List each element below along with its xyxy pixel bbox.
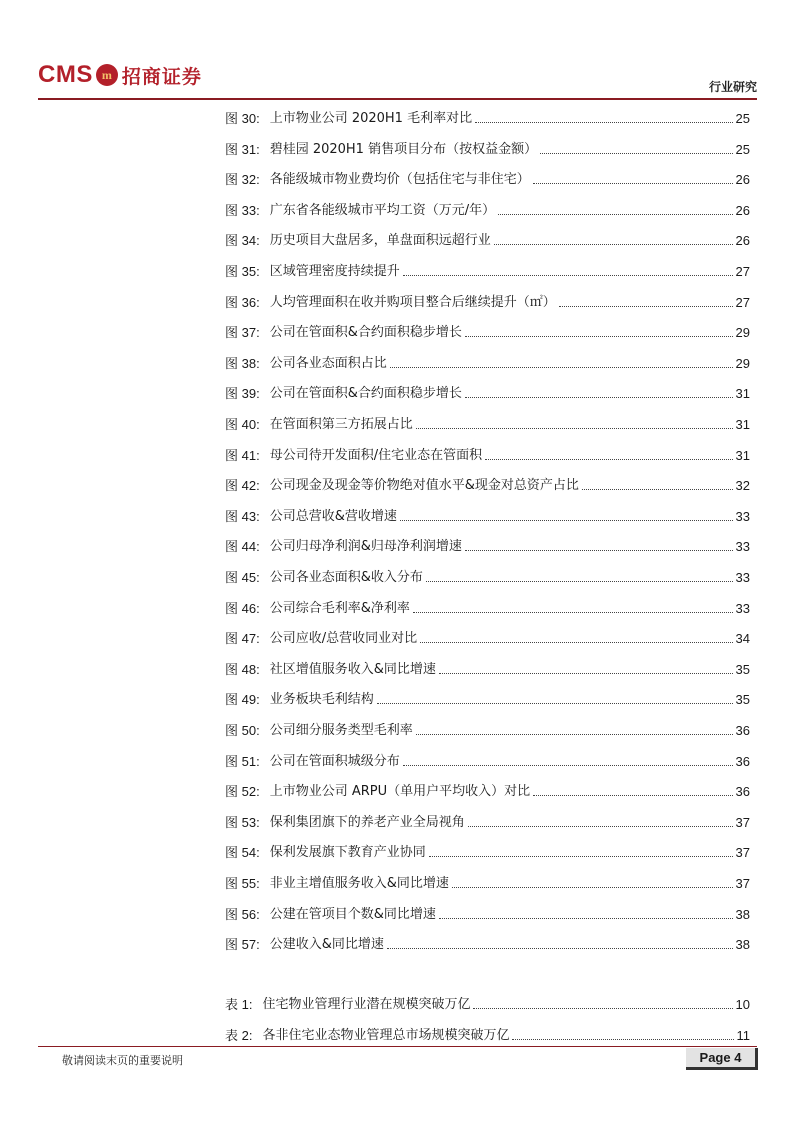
- footer-divider: [38, 1046, 757, 1047]
- dot-leader: [582, 488, 733, 490]
- dot-leader: [403, 274, 733, 276]
- figure-entry-label: 图 37:: [225, 325, 260, 341]
- figure-entry[interactable]: [225, 535, 750, 555]
- figure-entry-page: 29: [735, 355, 750, 371]
- figure-entry-title: 社区增值服务收入&同比增速: [269, 661, 436, 677]
- figure-entry-label: 图 49:: [225, 692, 260, 708]
- table-entry-label: 表 2:: [225, 1027, 253, 1043]
- figure-entry[interactable]: [225, 627, 750, 647]
- figure-entry[interactable]: [225, 658, 750, 678]
- dot-leader: [403, 764, 733, 766]
- figure-entry[interactable]: [225, 872, 750, 892]
- dot-leader: [452, 886, 733, 888]
- figure-entry-label: 图 46:: [225, 600, 260, 616]
- figure-entry-title: 公司在管面积&合约面积稳步增长: [269, 386, 462, 402]
- figure-entry[interactable]: [225, 229, 750, 249]
- figure-entry-label: 图 36:: [225, 294, 260, 310]
- figure-entry-label: 图 40:: [225, 417, 260, 432]
- logo-chinese-text: 招商证券: [121, 65, 202, 88]
- figure-entry-label: 图 32:: [225, 172, 260, 188]
- figure-entry[interactable]: [225, 841, 750, 861]
- figure-entry-page: 25: [735, 141, 750, 157]
- figure-entry[interactable]: [225, 199, 750, 219]
- figure-entry-page: 26: [735, 172, 750, 188]
- figure-entry-page: 38: [735, 937, 750, 953]
- dot-leader: [465, 549, 733, 551]
- dot-leader: [559, 305, 733, 307]
- figure-entry-page: 37: [735, 814, 750, 830]
- figure-entry-label: 图 52:: [225, 784, 260, 800]
- dot-leader: [439, 672, 733, 674]
- figure-entry[interactable]: [225, 260, 750, 280]
- figure-entry-label: 图 47:: [225, 631, 260, 647]
- figure-entry-label: 图 39:: [225, 386, 260, 402]
- figure-entry-label: 图 33:: [225, 202, 260, 218]
- table-entry-title: 住宅物业管理行业潜在规模突破万亿: [262, 997, 471, 1012]
- dot-leader: [413, 611, 733, 613]
- figure-entry[interactable]: [225, 107, 750, 127]
- figure-entry-page: 33: [735, 539, 750, 555]
- figure-entry-title: 区域管理密度持续提升: [269, 264, 400, 279]
- dot-leader: [540, 152, 732, 154]
- table-entry-label: 表 1:: [225, 997, 253, 1012]
- dot-leader: [416, 427, 733, 429]
- dot-leader: [420, 641, 732, 643]
- figure-entry-page: 37: [735, 845, 750, 861]
- figure-entry[interactable]: [225, 321, 750, 341]
- table-entry-page: 11: [736, 1027, 750, 1043]
- figure-entry-page: 27: [735, 294, 750, 310]
- figure-entry-label: 图 38:: [225, 355, 260, 371]
- figure-entry-title: 上市物业公司 ARPU（单用户平均收入）对比: [269, 784, 531, 800]
- figure-entry[interactable]: [225, 474, 750, 494]
- figure-entry-label: 图 48:: [225, 661, 260, 677]
- figure-entry-title: 人均管理面积在收并购项目整合后继续提升（㎡）: [269, 294, 556, 310]
- figure-entry[interactable]: [225, 138, 750, 158]
- figure-entry-page: 34: [735, 631, 750, 647]
- page-number-badge: Page 4: [686, 1048, 758, 1070]
- header-divider: [38, 98, 757, 100]
- figure-entry-page: 35: [735, 692, 750, 708]
- figure-entry-title: 公司各业态面积占比: [269, 355, 387, 371]
- figure-entry[interactable]: [225, 780, 750, 800]
- figure-entry[interactable]: [225, 382, 750, 402]
- figure-entry[interactable]: [225, 444, 750, 464]
- figure-entry-page: 33: [735, 600, 750, 616]
- figure-entry-label: 图 42:: [225, 478, 260, 494]
- figure-entry[interactable]: [225, 688, 750, 708]
- footer-disclaimer: 敬请阅读末页的重要说明: [62, 1054, 183, 1067]
- figure-entry[interactable]: [225, 566, 750, 586]
- figure-entry-title: 在管面积第三方拓展占比: [269, 417, 413, 432]
- figure-entry-label: 图 43:: [225, 508, 260, 524]
- figure-entry-label: 图 51:: [225, 753, 260, 769]
- figure-entry-page: 35: [735, 661, 750, 677]
- dot-leader: [390, 366, 733, 368]
- figure-entry[interactable]: [225, 291, 750, 311]
- figure-entry-page: 33: [735, 508, 750, 524]
- figure-entry-label: 图 44:: [225, 539, 260, 555]
- dot-leader: [465, 335, 733, 337]
- figure-entry-label: 图 50:: [225, 723, 260, 738]
- figure-entry-title: 公司综合毛利率&净利率: [269, 600, 410, 616]
- figure-entry-title: 保利集团旗下的养老产业全局视角: [269, 814, 465, 830]
- figure-entry-title: 各能级城市物业费均价（包括住宅与非住宅）: [269, 172, 530, 188]
- dot-leader: [426, 580, 733, 582]
- figure-entry-title: 业务板块毛利结构: [269, 692, 374, 708]
- company-logo: [38, 58, 202, 92]
- figure-entry-title: 上市物业公司 2020H1 毛利率对比: [269, 111, 473, 126]
- figure-entry-page: 31: [735, 417, 750, 432]
- figure-entry[interactable]: [225, 505, 750, 525]
- table-entry[interactable]: [225, 1024, 750, 1044]
- figure-entry-page: 32: [735, 478, 750, 494]
- figure-entry-title: 公司应收/总营收同业对比: [269, 631, 418, 647]
- figure-entry-title: 历史项目大盘居多，单盘面积远超行业: [269, 233, 491, 249]
- figure-entry-title: 公司各业态面积&收入分布: [269, 570, 423, 585]
- figure-entry[interactable]: [225, 719, 750, 739]
- dot-leader: [377, 702, 733, 704]
- dot-leader: [468, 825, 733, 827]
- dot-leader: [512, 1038, 733, 1040]
- figure-entry-title: 公司在管面积&合约面积稳步增长: [269, 325, 462, 341]
- figure-entry[interactable]: [225, 750, 750, 770]
- section-tag: 行业研究: [708, 80, 757, 94]
- logo-badge-icon: m: [96, 64, 118, 86]
- table-entry[interactable]: [225, 993, 750, 1013]
- figure-entry[interactable]: [225, 933, 750, 953]
- figure-entry-label: 图 31:: [225, 141, 260, 157]
- figure-entry-page: 27: [735, 264, 750, 279]
- figure-entry-page: 26: [735, 202, 750, 218]
- figure-entry[interactable]: [225, 811, 750, 831]
- dot-leader: [387, 947, 733, 949]
- figure-entry-title: 公建收入&同比增速: [269, 937, 384, 953]
- dot-leader: [475, 121, 732, 123]
- figure-entry-label: 图 41:: [225, 447, 260, 463]
- figure-entry-label: 图 53:: [225, 814, 260, 830]
- figure-entry-page: 31: [735, 447, 750, 463]
- dot-leader: [494, 243, 733, 245]
- figure-entry-page: 38: [735, 906, 750, 922]
- figure-entry-page: 36: [735, 753, 750, 769]
- figure-entry[interactable]: [225, 597, 750, 617]
- dot-leader: [485, 458, 732, 460]
- figure-entry-label: 图 56:: [225, 906, 260, 922]
- figure-entry-page: 33: [735, 570, 750, 585]
- figure-entry-label: 图 34:: [225, 233, 260, 249]
- dot-leader: [416, 733, 733, 735]
- figure-entry-label: 图 35:: [225, 264, 260, 279]
- dot-leader: [498, 213, 732, 215]
- dot-leader: [400, 519, 733, 521]
- figure-entry-title: 公司细分服务类型毛利率: [269, 723, 413, 738]
- logo-cms-text: CMS: [38, 61, 93, 88]
- figure-entry-page: 36: [735, 723, 750, 738]
- table-entry-page: 10: [735, 997, 750, 1012]
- figure-entry-title: 公司总营收&营收增速: [269, 508, 397, 524]
- dot-leader: [533, 182, 733, 184]
- dot-leader: [439, 917, 733, 919]
- table-entry-title: 各非住宅业态物业管理总市场规模突破万亿: [262, 1027, 510, 1043]
- figure-entry-title: 公建在管项目个数&同比增速: [269, 906, 436, 922]
- figure-entry-page: 36: [735, 784, 750, 800]
- dot-leader: [429, 855, 733, 857]
- figure-entry-page: 37: [735, 876, 750, 891]
- figure-entry-label: 图 45:: [225, 570, 260, 585]
- dot-leader: [465, 396, 733, 398]
- figure-entry-label: 图 57:: [225, 937, 260, 953]
- figure-entry-title: 母公司待开发面积/住宅业态在管面积: [269, 447, 483, 463]
- figure-entry[interactable]: [225, 352, 750, 372]
- figure-entry-page: 26: [735, 233, 750, 249]
- figure-entry-title: 非业主增值服务收入&同比增速: [269, 876, 449, 891]
- figure-entry-label: 图 55:: [225, 876, 260, 891]
- figure-entry-label: 图 54:: [225, 845, 260, 861]
- figure-entry[interactable]: [225, 903, 750, 923]
- figure-entry-label: 图 30:: [225, 111, 260, 126]
- dot-leader: [533, 794, 732, 796]
- figure-entry-title: 碧桂园 2020H1 销售项目分布（按权益金额）: [269, 141, 538, 157]
- figure-entry-title: 保利发展旗下教育产业协同: [269, 845, 426, 861]
- figure-entry[interactable]: [225, 413, 750, 433]
- figure-entry-title: 公司现金及现金等价物绝对值水平&现金对总资产占比: [269, 478, 579, 494]
- figure-entry[interactable]: [225, 168, 750, 188]
- figure-entry-page: 31: [735, 386, 750, 402]
- figure-entry-title: 广东省各能级城市平均工资（万元/年）: [269, 202, 496, 218]
- figure-entry-page: 25: [735, 111, 750, 126]
- dot-leader: [473, 1007, 732, 1009]
- figure-entry-title: 公司在管面积城级分布: [269, 753, 400, 769]
- figure-entry-title: 公司归母净利润&归母净利润增速: [269, 539, 462, 555]
- figure-entry-page: 29: [735, 325, 750, 341]
